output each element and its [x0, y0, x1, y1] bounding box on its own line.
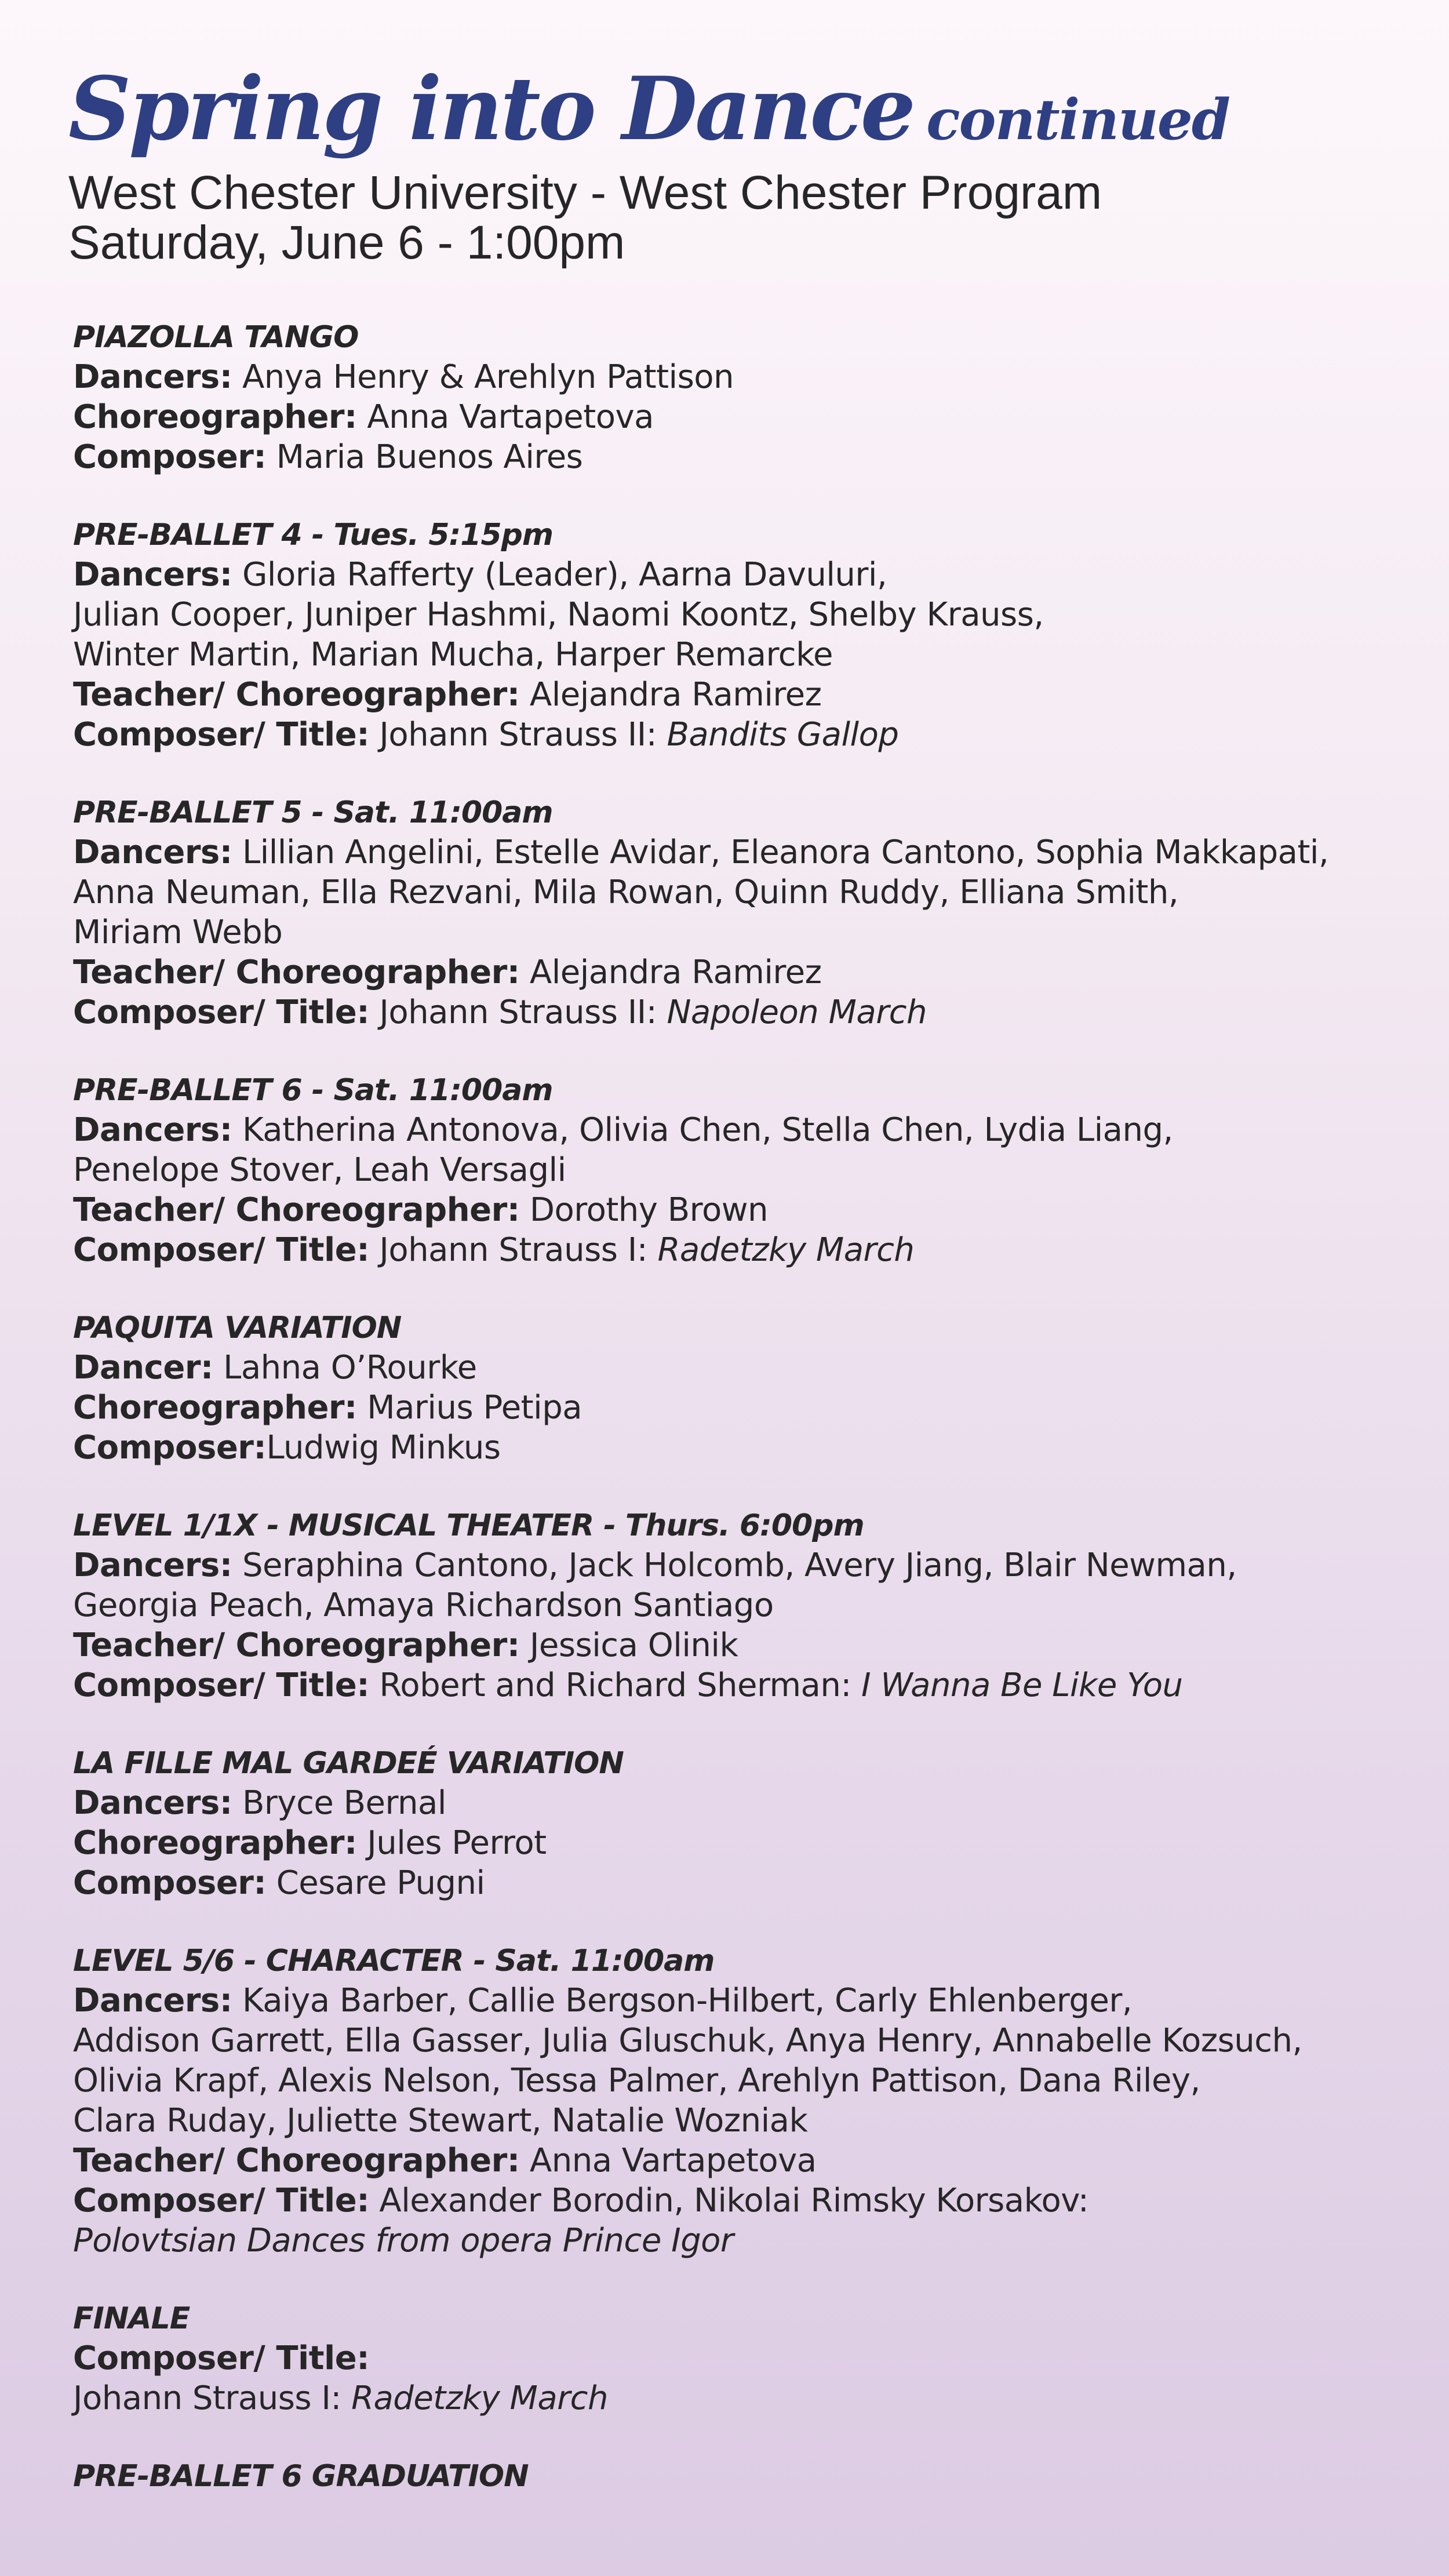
- program-list: [68, 318, 1419, 2496]
- program-item-pre-ballet-4: [73, 515, 1419, 755]
- choreographer-label: Choreographer:: [73, 1824, 357, 1862]
- piece-title: FINALE: [73, 2301, 190, 2336]
- dancers-value: Bryce Bernal: [242, 1784, 446, 1822]
- dancers-label: Dancers:: [73, 833, 232, 871]
- dancers-value: Seraphina Cantono, Jack Holcomb, Avery Jiang, Blair Newman,: [242, 1546, 1237, 1584]
- program-item-paquita-variation: [73, 1308, 1419, 1468]
- dancers-value: Anya Henry & Arehlyn Pattison: [242, 358, 734, 396]
- dancers-line: [73, 832, 1419, 872]
- teacher-value: Jessica Olinik: [529, 1626, 738, 1664]
- piece-title: PAQUITA VARIATION: [73, 1310, 402, 1345]
- date-time-line: Saturday, June 6 - 1:00pm: [68, 216, 625, 269]
- composer-label: Composer/ Title:: [73, 2339, 370, 2377]
- piece-title: PRE-BALLET 6 GRADUATION: [73, 2458, 529, 2494]
- composer-label: Composer:: [73, 438, 267, 476]
- dancer-label: Dancer:: [73, 1348, 213, 1387]
- dancers-line: [73, 357, 1419, 397]
- composer-line: [73, 992, 1419, 1032]
- composer-label: Composer/ Title:: [73, 2181, 370, 2220]
- choreographer-label: Choreographer:: [73, 1388, 357, 1427]
- piece-title: LA FILLE MAL GARDEÉ VARIATION: [73, 1745, 624, 1781]
- composer-line: [73, 715, 1419, 755]
- teacher-label: Teacher/ Choreographer:: [73, 2141, 520, 2180]
- venue-line: West Chester University - West Chester Program: [68, 166, 1102, 219]
- piece-title: PRE-BALLET 5 - Sat. 11:00am: [73, 795, 553, 830]
- piece-title: PRE-BALLET 4 - Tues. 5:15pm: [73, 517, 554, 552]
- composer-line: [73, 1428, 1419, 1468]
- piece-title: PRE-BALLET 6 - Sat. 11:00am: [73, 1072, 553, 1108]
- dancers-line: [73, 555, 1419, 595]
- dancers-label: Dancers:: [73, 555, 232, 594]
- piece-title: LEVEL 5/6 - CHARACTER - Sat. 11:00am: [73, 1943, 715, 1978]
- dancers-continued-line: Addison Garrett, Ella Gasser, Julia Gluschuk, Anya Henry, Annabelle Kozsuch,: [73, 2021, 1302, 2060]
- dancers-label: Dancers:: [73, 1546, 232, 1584]
- composer-value: Robert and Richard Sherman:: [379, 1666, 851, 1704]
- piece-title: PIAZOLLA TANGO: [73, 319, 359, 355]
- teacher-label: Teacher/ Choreographer:: [73, 1191, 520, 1229]
- piece-title: LEVEL 1/1X - MUSICAL THEATER - Thurs. 6:00pm: [73, 1508, 864, 1543]
- dancers-value: Gloria Rafferty (Leader), Aarna Davuluri,: [242, 555, 887, 594]
- program-item-character: [73, 1941, 1419, 2261]
- dancers-continued-line: Olivia Krapf, Alexis Nelson, Tessa Palmer, Arehlyn Pattison, Dana Riley,: [73, 2061, 1200, 2100]
- dancers-value: Katherina Antonova, Olivia Chen, Stella Chen, Lydia Liang,: [242, 1111, 1173, 1149]
- composer-value: Johann Strauss I:: [379, 1231, 648, 1269]
- program-page: [68, 58, 1419, 2534]
- dancers-continued-line: Georgia Peach, Amaya Richardson Santiago: [73, 1586, 774, 1624]
- dancers-value: Kaiya Barber, Callie Bergson-Hilbert, Carly Ehlenberger,: [242, 1981, 1133, 2020]
- teacher-line: [73, 1190, 1419, 1230]
- composer-label: Composer/ Title:: [73, 993, 370, 1031]
- composer-label: Composer/ Title:: [73, 1231, 370, 1269]
- teacher-value: Dorothy Brown: [529, 1191, 768, 1229]
- work-title: Napoleon March: [667, 993, 927, 1031]
- teacher-label: Teacher/ Choreographer:: [73, 953, 520, 991]
- dancers-label: Dancers:: [73, 358, 232, 396]
- dancers-line: [73, 1783, 1419, 1823]
- program-item-la-fille-mal-gardee: [73, 1744, 1419, 1903]
- program-item-pre-ballet-6: [73, 1071, 1419, 1270]
- title-suffix: continued: [926, 87, 1229, 152]
- composer-line: [73, 1863, 1419, 1903]
- composer-label: Composer/ Title:: [73, 715, 370, 754]
- composer-value: Johann Strauss II:: [379, 715, 657, 754]
- choreographer-value: Anna Vartapetova: [367, 398, 654, 436]
- composer-value: Ludwig Minkus: [266, 1428, 501, 1467]
- composer-value: Cesare Pugni: [276, 1864, 485, 1902]
- choreographer-label: Choreographer:: [73, 398, 357, 436]
- teacher-value: Anna Vartapetova: [529, 2141, 817, 2180]
- composer-line: [73, 1230, 1419, 1270]
- teacher-value: Alejandra Ramirez: [529, 953, 822, 991]
- work-title: I Wanna Be Like You: [861, 1666, 1183, 1704]
- dancers-continued-line: Julian Cooper, Juniper Hashmi, Naomi Koontz, Shelby Krauss,: [73, 595, 1044, 634]
- composer-label: Composer/ Title:: [73, 1666, 370, 1704]
- composer-line: [73, 2181, 1419, 2221]
- dancers-label: Dancers:: [73, 1981, 232, 2020]
- composer-value-line: [73, 2378, 1419, 2418]
- teacher-value: Alejandra Ramirez: [529, 675, 822, 714]
- composer-value: Alexander Borodin, Nikolai Rimsky Korsakov:: [379, 2181, 1089, 2220]
- dancer-line: [73, 1348, 1419, 1388]
- dancers-continued-line: Winter Martin, Marian Mucha, Harper Remarcke: [73, 635, 833, 674]
- choreographer-line: [73, 397, 1419, 437]
- work-title-line: Polovtsian Dances from opera Prince Igor: [73, 2221, 734, 2260]
- work-title: Radetzky March: [351, 2379, 608, 2417]
- teacher-line: [73, 1625, 1419, 1665]
- composer-label: Composer:: [73, 1428, 267, 1467]
- composer-line: [73, 1665, 1419, 1705]
- choreographer-value: Marius Petipa: [367, 1388, 582, 1427]
- program-item-pre-ballet-5: [73, 793, 1419, 1032]
- dancers-continued-line: Penelope Stover, Leah Versagli: [73, 1151, 566, 1189]
- title-main: Spring into Dance: [68, 58, 914, 160]
- composer-line: [73, 2338, 1419, 2378]
- dancer-value: Lahna O’Rourke: [223, 1348, 477, 1387]
- work-title: Radetzky March: [657, 1231, 915, 1269]
- teacher-line: [73, 2141, 1419, 2181]
- composer-value: Johann Strauss I:: [73, 2379, 341, 2417]
- teacher-label: Teacher/ Choreographer:: [73, 675, 520, 714]
- dancers-line: [73, 1545, 1419, 1585]
- teacher-line: [73, 952, 1419, 992]
- composer-line: [73, 437, 1419, 477]
- teacher-label: Teacher/ Choreographer:: [73, 1626, 520, 1664]
- choreographer-value: Jules Perrot: [367, 1824, 547, 1862]
- dancers-continued-line: Anna Neuman, Ella Rezvani, Mila Rowan, Quinn Ruddy, Elliana Smith,: [73, 873, 1179, 911]
- dancers-line: [73, 1110, 1419, 1150]
- teacher-line: [73, 675, 1419, 715]
- dancers-label: Dancers:: [73, 1111, 232, 1149]
- page-title: [68, 58, 1419, 160]
- composer-value: Johann Strauss II:: [379, 993, 657, 1031]
- work-title: Bandits Gallop: [667, 715, 899, 754]
- composer-label: Composer:: [73, 1864, 267, 1902]
- dancers-value: Lillian Angelini, Estelle Avidar, Eleanora Cantono, Sophia Makkapati,: [242, 833, 1329, 871]
- dancers-line: [73, 1981, 1419, 2021]
- composer-value: Maria Buenos Aires: [276, 438, 583, 476]
- choreographer-line: [73, 1823, 1419, 1863]
- dancers-label: Dancers:: [73, 1784, 232, 1822]
- dancers-continued-line: Miriam Webb: [73, 913, 283, 951]
- choreographer-line: [73, 1388, 1419, 1428]
- dancers-continued-line: Clara Ruday, Juliette Stewart, Natalie Wozniak: [73, 2101, 808, 2140]
- program-item-piazolla-tango: [73, 318, 1419, 477]
- program-item-graduation: [73, 2457, 1419, 2496]
- program-item-finale: [73, 2299, 1419, 2418]
- program-item-musical-theater: [73, 1506, 1419, 1705]
